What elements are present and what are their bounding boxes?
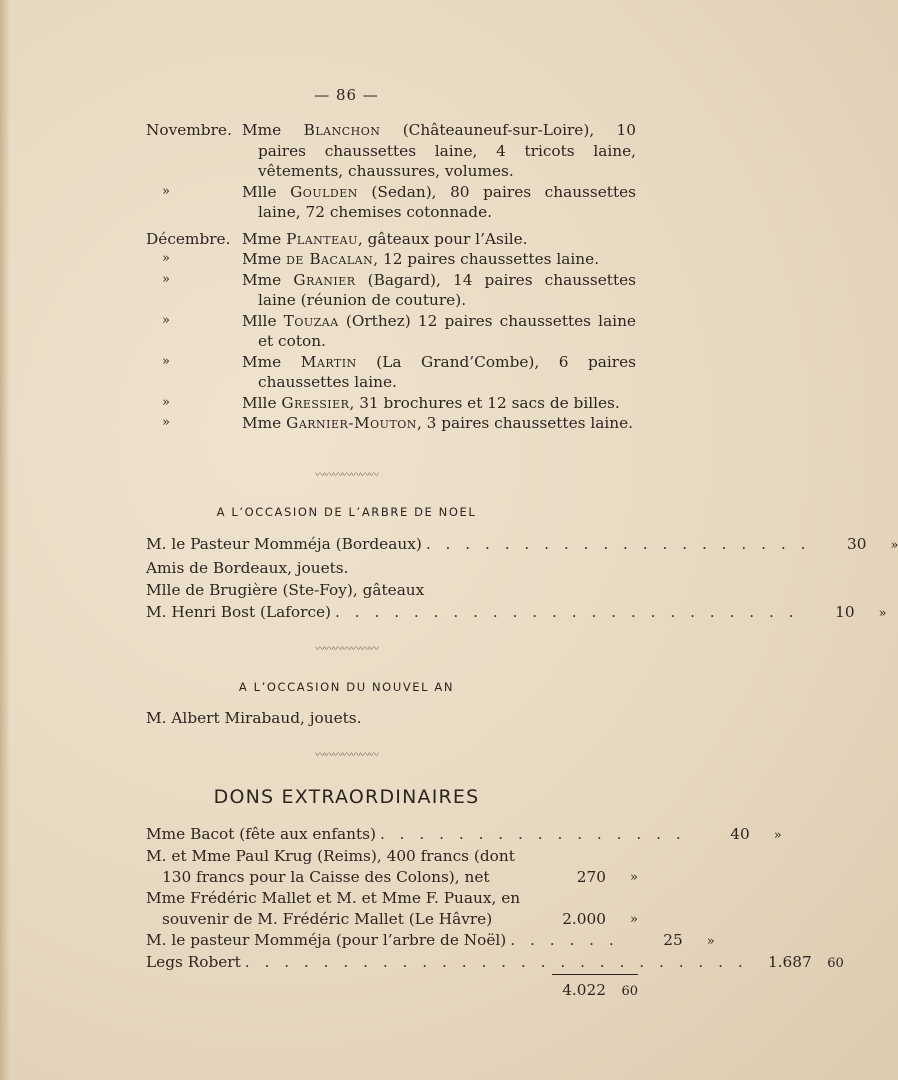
nouvel-an-list [146, 707, 638, 729]
section-divider: 〰〰〰〰〰〰〰 [315, 750, 378, 761]
nouvel-an-item: M. Albert Mirabaud, jouets. [146, 709, 362, 727]
gift-entry [146, 182, 636, 223]
gift-text: Mlle Goulden (Sedan), 80 paires chaussettes laine, 72 chemises cotonnade. [242, 182, 636, 221]
extra-item: M. et Mme Paul Krug (Reims), 400 francs (dont 130 francs pour la Caisse des Colons), net 270 » [146, 847, 638, 886]
leader-dots: . . . . . . [510, 931, 619, 949]
section-divider: 〰〰〰〰〰〰〰 [315, 644, 378, 655]
gift-month: » [162, 353, 170, 369]
gift-text: Mlle Gressier, 31 brochures et 12 sacs de billes. [242, 393, 620, 412]
gift-text: Mme de Bacalan, 12 paires chaussettes laine. [242, 250, 600, 268]
noel-item: Amis de Bordeaux, jouets. [146, 559, 349, 577]
extra-item: Legs Robert . . . . . . . . . . . . . . . . . . . . . . . . . . 1.687 60 [146, 953, 844, 971]
leader-dots: . . . . . . . . . . . . . . . . . . . . . . . . . . [244, 953, 748, 971]
gift-text: Mme Planteau, gâteaux pour l’Asile. [242, 229, 528, 248]
gift-text: Mme Martin (La Grand’Combe), 6 paires chaussettes laine. [242, 352, 636, 391]
gift-month: Novembre. [146, 121, 232, 139]
gift-month: » [162, 271, 170, 287]
noel-item: M. Henri Bost (Laforce) . . . . . . . . . . . . . . . . . . . . . . . . 10 » [146, 603, 887, 621]
gift-month: » [162, 183, 170, 199]
total-currency: 60 [621, 984, 638, 999]
gift-entry [146, 229, 636, 250]
noel-list [146, 533, 898, 625]
page-edge-shadow [0, 0, 10, 1080]
total-rule [552, 974, 638, 975]
noel-heading: A L’OCCASION DE L’ARBRE DE NOEL [216, 505, 477, 519]
gift-entry [146, 120, 636, 182]
gift-month: » [162, 415, 170, 430]
extra-total [146, 980, 638, 1002]
gift-entry [146, 413, 636, 434]
gift-text: Mlle Touzaa (Orthez) 12 paires chaussettes laine et coton. [242, 311, 636, 350]
gift-month: » [162, 251, 170, 266]
leader-dots: . . . . . . . . . . . . . . . . . . . . . . . . [335, 603, 799, 621]
gift-month: Décembre. [146, 229, 231, 248]
gifts-list [146, 120, 636, 434]
extra-item: Mme Bacot (fête aux enfants) . . . . . . . . . . . . . . . . 40 » [146, 825, 782, 843]
gift-entry [146, 311, 636, 352]
gift-entry [146, 393, 636, 414]
gift-entry [146, 270, 636, 311]
gift-text: Mme Blanchon (Châteauneuf-sur-Loire), 10 paires chaussettes laine, 4 tricots laine, vêtements, chaussures, volumes. [242, 121, 636, 180]
noel-item: Mlle de Brugière (Ste-Foy), gâteaux [146, 581, 425, 599]
gift-month: » [162, 394, 170, 410]
extra-item: Mme Frédéric Mallet et M. et Mme F. Puaux, en souvenir de M. Frédéric Mallet (Le Hâvre) 2.000 » [146, 889, 638, 928]
extra-item: M. le pasteur Momméja (pour l’arbre de Noël) . . . . . . 25 » [146, 931, 715, 949]
extra-heading: DONS EXTRAORDINAIRES [213, 786, 480, 808]
gift-text: Mme Granier (Bagard), 14 paires chaussettes laine (réunion de couture). [242, 270, 636, 309]
page-number: — 86 — [314, 86, 379, 104]
nouvel-an-heading: A L’OCCASION DU NOUVEL AN [238, 680, 455, 694]
extra-list [146, 824, 844, 1002]
leader-dots: . . . . . . . . . . . . . . . . [379, 825, 686, 843]
gift-entry [146, 249, 636, 270]
leader-dots: . . . . . . . . . . . . . . . . . . . . [425, 535, 811, 553]
gift-entry [146, 352, 636, 393]
gift-text: Mme Garnier-Mouton, 3 paires chaussettes laine. [242, 414, 634, 432]
section-divider: 〰〰〰〰〰〰〰 [315, 470, 378, 481]
noel-item: M. le Pasteur Momméja (Bordeaux) . . . . . . . . . . . . . . . . . . . . 30 » [146, 535, 898, 553]
total-amount: 4.022 [562, 981, 606, 999]
gift-month: » [162, 312, 170, 328]
